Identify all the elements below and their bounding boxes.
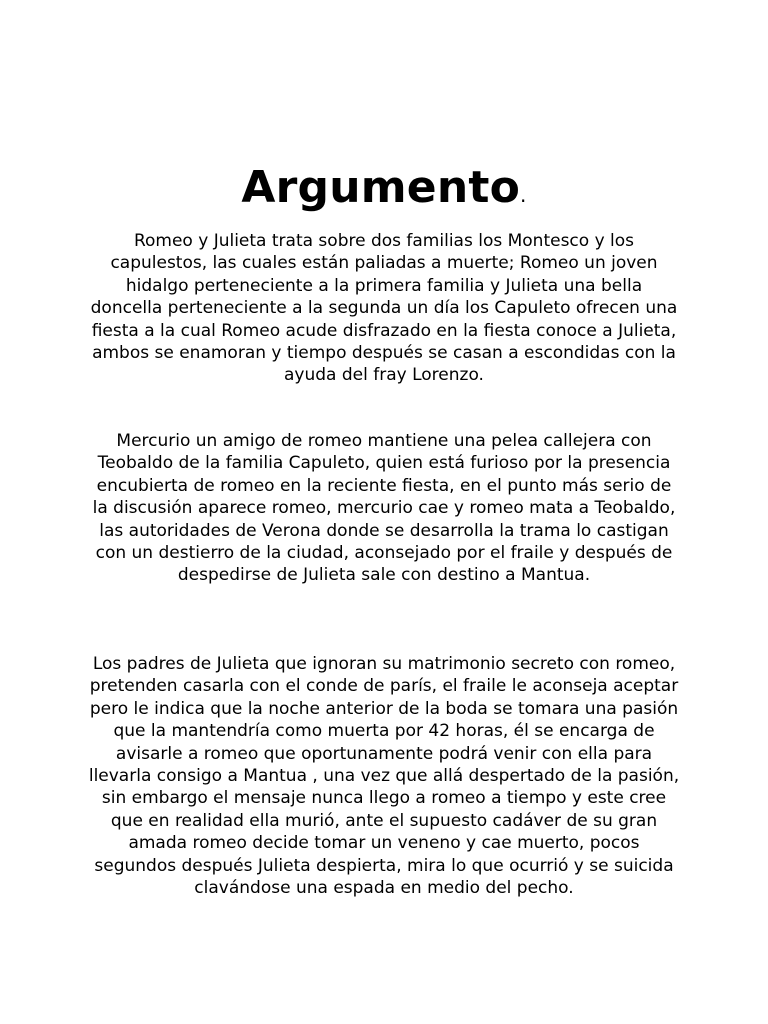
title-text: Argumento [241, 162, 521, 213]
paragraph-1: Romeo y Julieta trata sobre dos familias los Montesco y los capulestos, las cuales están paliadas a muerte; Romeo un joven hidalgo perteneciente a la primera familia y Julieta una bella doncella perteneciente a la segunda un día los Capuleto ofrecen una fiesta a la cual Romeo acude disfrazado en la fiesta conoce a Julieta, ambos se enamoran y tiempo después se casan a escondidas con la ayuda del fray Lorenzo. [90, 231, 678, 386]
page-title [0, 160, 768, 223]
paragraph-2: Mercurio un amigo de romeo mantiene una pelea callejera con Teobaldo de la familia Capuleto, quien está furioso por la presencia encubierta de romeo en la reciente fiesta, en el punto más serio de la discusión aparece romeo, mercurio cae y romeo mata a Teobaldo, las autoridades de Verona donde se desarrolla la trama lo castigan con un destierro de la ciudad, aconsejado por el fraile y después de despedirse de Julieta sale con destino a Mantua. [92, 431, 676, 586]
paragraph-3: Los padres de Julieta que ignoran su matrimonio secreto con romeo, pretenden casarla con el conde de parís, el fraile le aconseja aceptar pero le indica que la noche anterior de la boda se tomara una pasión que la mantendría como muerta por 42 horas, él se encarga de avisarle a romeo que oportunamente podrá venir con ella para llevarla consigo a Mantua , una vez que allá despertado de la pasión, sin embargo el mensaje nunca llego a romeo a tiempo y este cree que en realidad ella murió, ante el supuesto cadáver de su gran amada romeo decide tomar un veneno y cae muerto, pocos segundos después Julieta despierta, mira lo que ocurrió y se suicida clavándose una espada en medio del pecho. [88, 654, 680, 899]
title-period: . [520, 183, 527, 207]
